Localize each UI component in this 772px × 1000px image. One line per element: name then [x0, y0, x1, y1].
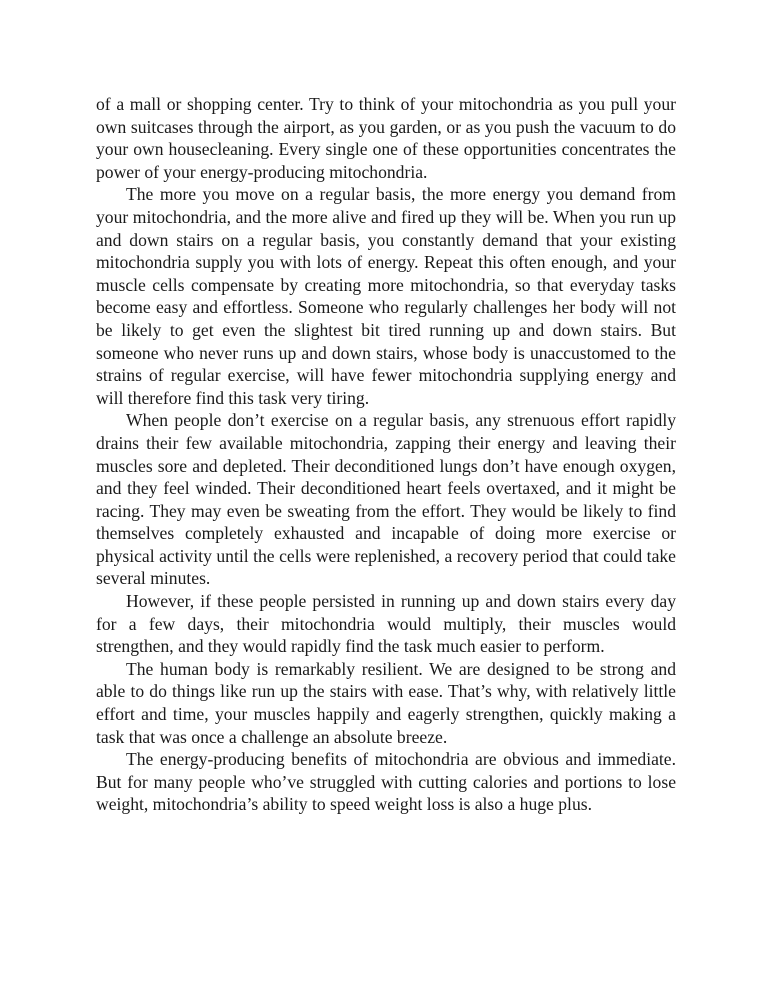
document-page	[96, 93, 676, 816]
paragraph-continuation: of a mall or shopping center. Try to think of your mitochondria as you pull your own suitcases through the airport, as you garden, or as you push the vacuum to do your own housecleaning. Every single one of these opportunities concentrates the power of your energy-producing mitochondria.	[96, 94, 676, 182]
paragraph-resilient: The human body is remarkably resilient. We are designed to be strong and able to do things like run up the stairs with ease. That’s why, with relatively little effort and time, your muscles happily and eagerly strengthen, quickly making a task that was once a challenge an absolute breeze.	[96, 658, 676, 747]
paragraph-benefits: The energy-producing benefits of mitochondria are obvious and immediate. But for many people who’ve struggled with cutting calories and portions to lose weight, mitochondria’s ability to speed weight loss is also a huge plus.	[96, 749, 676, 815]
paragraph-no-exercise: When people don’t exercise on a regular basis, any strenuous effort rapidly drains their few available mitochondria, zapping their energy and leaving their muscles sore and depleted. Their deconditioned lungs don’t have enough oxygen, and they feel winded. Their deconditioned heart feels overtaxed, and it might be racing. They may even be sweating from the effort. They would be likely to find themselves completely exhausted and incapable of doing more exercise or physical activity until the cells were replenished, a recovery period that could take several minutes.	[96, 410, 676, 589]
paragraph-persisted: However, if these people persisted in running up and down stairs every day for a few days, their mitochondria would multiply, their muscles would strengthen, and they would rapidly find the task much easier to perform.	[96, 591, 676, 657]
paragraph-move-regularly: The more you move on a regular basis, the more energy you demand from your mitochondria, and the more alive and fired up they will be. When you run up and down stairs on a regular basis, you constantly demand that your existing mitochondria supply you with lots of energy. Repeat this often enough, and your muscle cells compensate by creating more mitochondria, so that everyday tasks become easy and effortless. Someone who regularly challenges her body will not be likely to get even the slightest bit tired running up and down stairs. But someone who never runs up and down stairs, whose body is unaccustomed to the strains of regular exercise, will have fewer mitochondria supplying energy and will therefore find this task very tiring.	[96, 184, 676, 408]
